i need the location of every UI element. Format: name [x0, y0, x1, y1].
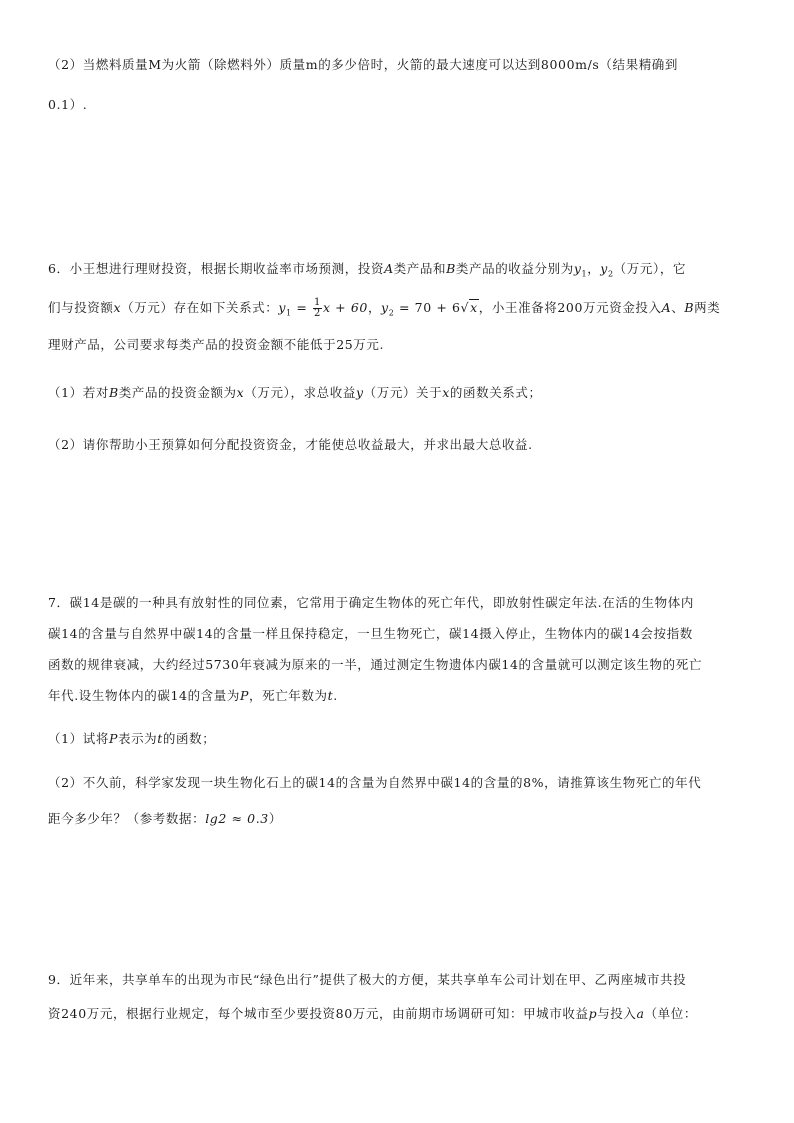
problem7-part1: （1）试将P表示为t的函数；: [48, 731, 216, 746]
problem5-part2-line1: （2）当燃料质量M为火箭（除燃料外）质量m的多少倍时，火箭的最大速度可以达到8000m/s（结果精确到: [48, 57, 678, 72]
problem9-line1: 9．近年来，共享单车的出现为市民“绿色出行”提供了极大的方便，某共享单车公司计划在甲、乙两座城市共投: [48, 972, 687, 987]
problem6-part2: （2）请你帮助小王预算如何分配投资资金，才能使总收益最大，并求出最大总收益.: [48, 437, 533, 452]
problem7-part2-line1: （2）不久前，科学家发现一块生物化石上的碳14的含量为自然界中碳14的含量的8%，请推算该生物死亡的年代: [48, 775, 702, 790]
problem6-line2: 们与投资额x（万元）存在如下关系式：$y_1$ = $\frac{1}{2}$ x + 60，$y_2 = 70 + 6√x$，小王准备将200万元资金投入A、B两类: [48, 297, 721, 319]
problem7-line3: 函数的规律衰减，大约经过5730年衰减为原来的一半，通过测定生物遗体内碳14的含量就可以测定该生物的死亡: [48, 657, 702, 672]
sqrt-symbol: √: [460, 300, 470, 315]
problem7-part2-line2: 距今多少年？（参考数据：lg2 ≈ 0.3）: [48, 811, 282, 826]
problem9-line2: 资240万元，根据行业规定，每个城市至少要投资80万元，由前期市场调研可知：甲城市收益p与投入a（单位：: [48, 1006, 697, 1021]
problem6-line3: 理财产品，公司要求每类产品的投资金额不能低于25万元.: [48, 337, 385, 352]
problem7-line1: 7．碳14是碳的一种具有放射性的同位素，它常用于确定生物体的死亡年代，即放射性碳定年法.在活的生物体内: [48, 595, 694, 610]
fraction-one-half: $\frac{1}{2}$: [313, 297, 321, 319]
problem5-part2-line2: 0.1）.: [48, 97, 88, 112]
problem6-line1: 6．小王想进行理财投资，根据长期收益率市场预测，投资A类产品和B类产品的收益分别为$y_1$，$y_2$（万元），它: [48, 261, 687, 279]
problem7-line4: 年代.设生物体内的碳14的含量为P，死亡年数为t.: [48, 688, 338, 703]
problem7-line2: 碳14的含量与自然界中碳14的含量一样且保持稳定，一旦生物死亡，碳14摄入停止，生物体内的碳14会按指数: [48, 626, 693, 641]
problem6-part1: （1）若对B类产品的投资金额为x（万元），求总收益y（万元）关于x的函数关系式；: [48, 385, 542, 400]
